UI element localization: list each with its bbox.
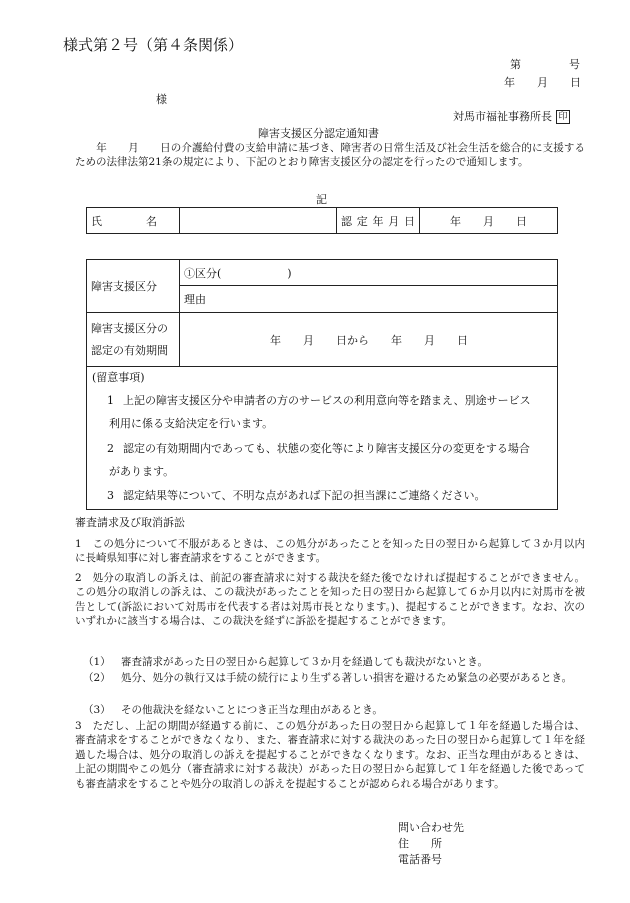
note-1-number: 1: [107, 394, 114, 407]
contact-address-label: 住 所: [398, 837, 442, 850]
period-label-cell: [87, 313, 180, 367]
note-2-line2: があります。: [109, 465, 175, 478]
document-date: [504, 76, 581, 90]
period-label-line1: 障害支援区分の: [91, 321, 168, 335]
sub-item-2-number: （2）: [83, 672, 111, 684]
seal-mark: 印: [556, 110, 570, 124]
date-label-cell: [337, 208, 420, 234]
issuer: [453, 110, 570, 124]
note-3-line1: 認定結果等について、不明な点があれば下記の担当課にご連絡ください。: [123, 489, 486, 502]
note-2-number: 2: [107, 442, 114, 455]
notes-heading: (留意事項): [92, 371, 145, 384]
date-label: 認定年月日: [341, 214, 415, 228]
name-label: 氏 名: [91, 214, 157, 228]
name-label-cell: [87, 208, 180, 234]
note-1-line2: 利用に係る支給決定を行います。: [109, 417, 274, 430]
date-value-cell: [420, 208, 558, 234]
sub-item-1-text: 審査請求があった日の翌日から起算して３か月を経過しても裁決がないとき。: [121, 656, 488, 668]
issuer-name: 対馬市福祉事務所長: [453, 110, 552, 123]
period-label-line2: 認定の有効期間: [91, 343, 168, 357]
ki-label: 記: [316, 193, 327, 206]
date-year: 年: [504, 76, 515, 89]
reason-label: 理由: [184, 293, 206, 306]
sub-item-1-number: （1）: [83, 656, 111, 668]
document-number: [510, 58, 580, 72]
name-date-table: [86, 207, 558, 234]
contact-label: 問い合わせ先: [398, 821, 464, 834]
date-day: 日: [570, 76, 581, 89]
sub-item-3-number: （3）: [83, 704, 111, 716]
form-label: 様式第２号（第４条関係）: [63, 36, 244, 54]
note-1-line1: 上記の障害支援区分や申請者の方のサービスの利用意向等を踏まえ、別途サービス: [123, 394, 531, 407]
name-value-cell: [180, 208, 337, 234]
contact-phone-label: 電話番号: [398, 853, 442, 866]
appeal-paragraph-3: 3 ただし、上記の期間が経過する前に、この処分があった日の翌日から起算して１年を経過した場合は、審査請求をすることができなくなり、また、審査請求に対する裁決のあった日の翌日から起算して１年を経過した場合は、処分の取消しの訴えを提起することができなくなります。なお、正当な理由があるときは、上記の期間やこの処分（審査請求に対する裁決）があった日の翌日から起算して１年を経過した後であっても審査請求をすることや処分の取消しの訴えを提起することが認められる場合があります。: [75, 720, 585, 790]
category-value-cell: [180, 260, 558, 286]
addressee-suffix: 様: [156, 93, 167, 106]
document-title: 障害支援区分認定通知書: [258, 127, 379, 140]
sub-item-3-text: その他裁決を経ないことにつき正当な理由があるとき。: [121, 704, 383, 716]
period-value-cell: [180, 313, 558, 367]
period-value: 年 月 日から 年 月 日: [270, 333, 468, 347]
appeal-paragraph-2: 2 処分の取消しの訴えは、前記の審査請求に対する裁決を経た後でなければ提起することができません。この処分の取消しの訴えは、この裁決があったことを知った日の翌日から起算して６か月以内に対馬市を被告として(訴訟において対馬市を代表する者は対馬市長となります。)、提起することができます。なお、次のいずれかに該当する場合は、この裁決を経ずに訴訟を提起することができます。: [75, 572, 585, 628]
notes-box: [86, 366, 558, 510]
intro-paragraph: 年 月 日の介護給付費の支給申請に基づき、障害者の日常生活及び社会生活を総合的に支援するための法律法第21条の規定により、下記のとおり障害支援区分の認定を行ったので通知します。: [75, 142, 585, 169]
note-3-number: 3: [107, 489, 114, 502]
category-value: ①区分( ): [184, 266, 292, 280]
date-month: 月: [537, 76, 548, 89]
date-value: 年 月 日: [450, 214, 527, 228]
sub-item-2-text: 処分、処分の執行又は手続の続行により生ずる著しい損害を避けるため緊急の必要があるとき。: [121, 672, 573, 684]
support-category-table: [86, 259, 558, 367]
number-prefix: 第: [510, 58, 521, 71]
category-label-cell: [87, 260, 180, 313]
appeal-paragraph-1: 1 この処分について不服があるときは、この処分があったことを知った日の翌日から起算して３か月以内に長崎県知事に対し審査請求をすることができます。: [75, 538, 585, 565]
category-label: 障害支援区分: [91, 280, 157, 293]
note-2-line1: 認定の有効期間内であっても、状態の変化等により障害支援区分の変更をする場合: [123, 442, 530, 455]
reason-cell: [180, 286, 558, 313]
number-suffix: 号: [569, 58, 580, 71]
appeal-heading: 審査請求及び取消訴訟: [75, 516, 185, 529]
